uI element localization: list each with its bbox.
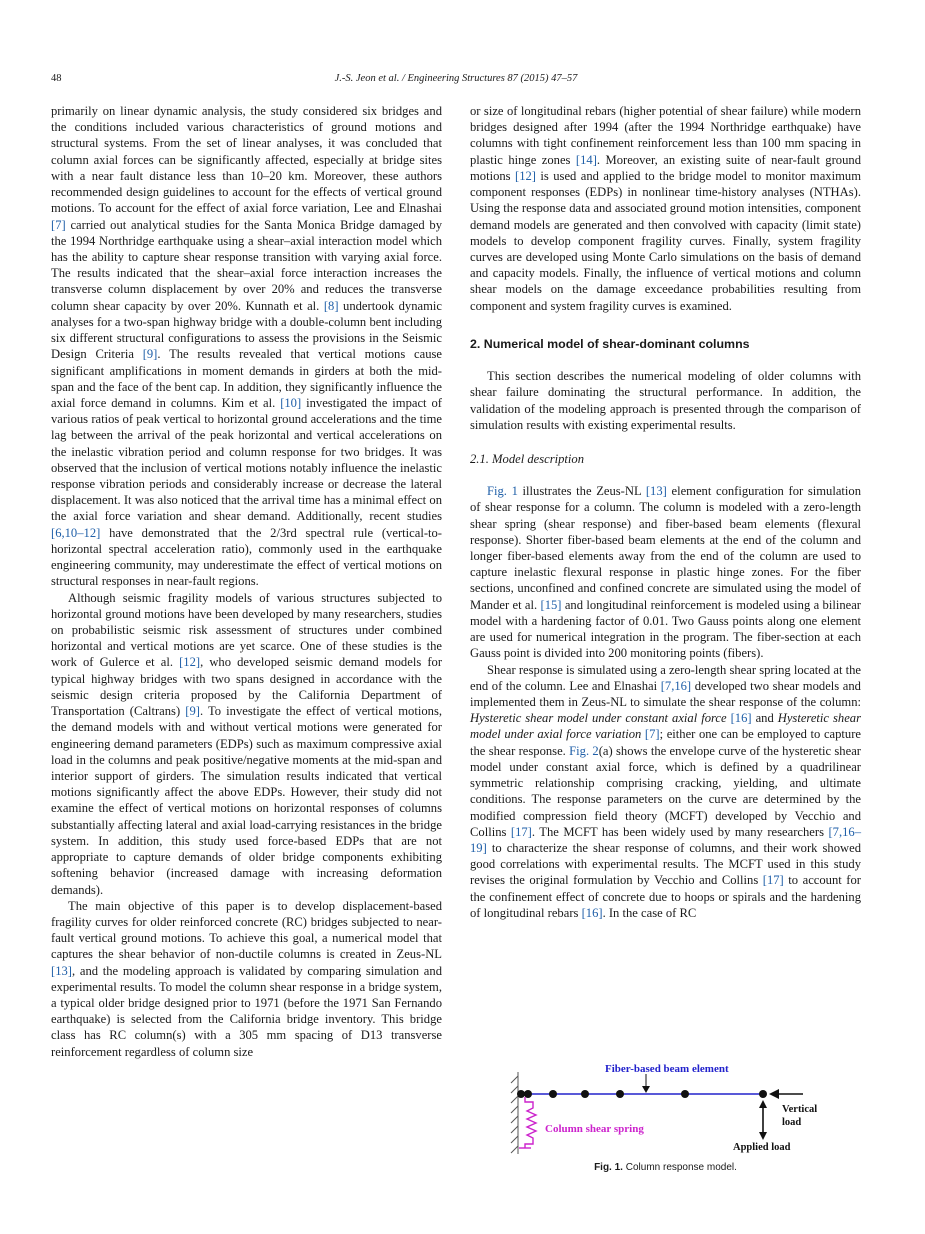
subsection-title: 2.1. Model description <box>470 451 585 466</box>
paragraph: Although seismic fragility models of various structures subjected to horizontal ground motions have been developed by many researchers, studies on probabilistic seismic risk assessment of structures under combined horizontal and vertical motions are yet scarce. One of these studies is the work of Gulerce et al. [12], who developed seismic demand models for typical highway bridges with two spans designed in accordance with the seismic design criteria proposed by the California Department of Transportation (Caltrans) [9]. To investigate the effect of vertical motions, the demand models with and without vertical motions were generated for engineering demand parameters (EDPs) such as maximum compressive axial load in the columns and peak positive/negative moments at the mid-span and interior support of girders. The simulation results indicated that vertical motions significantly affect the above EDPs. However, their study did not examine the effect of vertical motions on horizontal responses of columns substantially affecting lateral and axial load-carrying resistances in the bridge system. In addition, this study used force-based EDPs that are not appropriate to capture demands of older bridge components exhibiting softening behavior (increased damage with increasing deformation demands). <box>51 590 443 897</box>
citation-link[interactable]: [12] <box>179 655 201 670</box>
beam-node <box>524 1090 532 1098</box>
beam-node <box>759 1090 767 1098</box>
label-applied-load: Applied load <box>733 1142 791 1153</box>
page-number: 48 <box>51 73 62 84</box>
left-column <box>51 103 442 1060</box>
figure-diagram <box>505 1062 825 1162</box>
paragraph: This section describes the numerical modeling of older columns with shear failure dominating the structural performance. In addition, the validation of the modeling approach is presented through the comparison of simulation results with existing experimental results. <box>470 369 861 432</box>
citation-link[interactable]: [16] <box>730 711 752 726</box>
citation-link[interactable]: [17] <box>510 824 532 839</box>
citation-link[interactable]: [13] <box>51 963 72 978</box>
paragraph: The main objective of this paper is to develop displacement-based fragility curves for older reinforced concrete (RC) bridges subjected to near-fault vertical ground motions. To achieve this goal, a numerical model that captures the shear behavior of non-ductile columns is created in Zeus-NL [13], and the modeling approach is validated by comparing simulation and experimental results. To model the column shear response in a bridge system, a typical older bridge designed prior to 1971 (before the 1971 San Fernando earthquake) is selected from the California bridge inventory. This bridge class has RC column(s) with a 305 mm spacing of D13 transverse reinforcement regardless of column size <box>51 898 442 1059</box>
label-vertical-load-2: load <box>782 1117 802 1128</box>
citation-link[interactable]: [8] <box>323 298 339 313</box>
citation-link[interactable]: [7] <box>51 217 66 232</box>
citation-link[interactable]: [13] <box>645 484 667 499</box>
paragraph: or size of longitudinal rebars (higher potential of shear failure) while modern bridges designed after 1994 (after the 1994 Northridge earthquake) have columns with tight confinement reinforcement less than 100 mm spacing in plastic hinge zones [14]. Moreover, an existing suite of near-fault ground motions [12] is used and applied to the bridge model to monitor maximum component responses (EDPs) in nonlinear time-history analyses (NTHAs). Using the response data and associated ground motion intensities, component demand models are generated and then convolved with capacity (limit state) models to develop component fragility curves. Finally, system fragility curves are developed using Monte Carlo simulations on the basis of demand and capacity models. Finally, the influence of vertical motions and column shear models on the damage exceedance probabilities resulting from component and system fragility curves is examined. <box>470 104 861 313</box>
beam-node <box>549 1090 557 1098</box>
citation-link[interactable]: [12] <box>515 168 536 183</box>
figure-link[interactable]: Fig. 2 <box>569 743 599 758</box>
beam-node <box>581 1090 589 1098</box>
figure-caption: Fig. 1. Column response model. <box>594 1162 737 1173</box>
citation-link[interactable]: [7] <box>644 727 660 742</box>
beam-label-pointer <box>642 1074 650 1093</box>
applied-load-arrow <box>759 1100 767 1140</box>
citation-link[interactable]: [15] <box>540 597 562 612</box>
fixed-support-hatch <box>511 1072 518 1154</box>
paragraph: Fig. 1 illustrates the Zeus-NL [13] element configuration for simulation of shear response for a column. The column is modeled with a zero-length shear spring (shear response) and fiber-based beam elements (flexural response). Shorter fiber-based beam elements at the end of the column and longer fiber-based elements away from the end of the column are used to capture inelastic flexural response in plastic hinge zones. For the fiber sections, unconfined and confined concrete are simulated using the model of Mander et al. [15] and longitudinal reinforcement is modeled using a bilinear model with a hardening factor of 0.01. Two Gauss points along one element are used for numerical integration in the program. The fiber-section at each Gauss point is divided into 200 monitoring points (fibers). <box>470 484 861 661</box>
citation-link[interactable]: [7,16] <box>660 678 692 693</box>
citation-link[interactable]: [10] <box>280 395 302 410</box>
vertical-load-arrow <box>769 1089 803 1099</box>
beam-node <box>681 1090 689 1098</box>
figure-column-response-model <box>505 1062 825 1162</box>
beam-node <box>616 1090 624 1098</box>
citation-link[interactable]: [9] <box>185 704 200 719</box>
beam-node <box>517 1090 525 1098</box>
page-header <box>51 73 861 87</box>
citation-link[interactable]: [9] <box>142 347 158 362</box>
citation-link[interactable]: [14] <box>575 152 597 167</box>
section-title: 2. Numerical model of shear-dominant columns <box>470 336 750 351</box>
citation-link[interactable]: [7,16–19] <box>470 824 861 855</box>
citation-link[interactable]: [6,10–12] <box>51 525 101 540</box>
citation-link[interactable]: [17] <box>762 873 784 888</box>
shear-spring-icon <box>519 1097 536 1148</box>
paragraph: primarily on linear dynamic analysis, the study considered six bridges and the conditions included various characteristics of ground motions and structural systems. From the set of linear analyses, it was concluded that column axial forces can be significantly affected, especially at bridge sites with a near fault distance less than 10–20 km. Moreover, these authors recommended design guidelines to account for the effects of vertical ground motions. To account for the effect of axial force variation, Lee and Elnashai [7] carried out analytical studies for the Santa Monica Bridge damaged by the 1994 Northridge earthquake using a shear–axial interaction model which has the ability to capture shear response transition with varying axial force. The results indicated that the shear–axial force interaction increases the transverse column displacement by over 20% and reduces the transverse column shear capacity by over 20%. Kunnath et al. [8] undertook dynamic analyses for a two-span highway bridge with a double-column bent including six different structural configurations to assess the provisions in the Seismic Design Criteria [9]. The results revealed that vertical motions cause significant amplifications in moment demands in girders at both the mid-span and the face of the bent cap. In addition, they significantly influence the axial force demand in columns. Kim et al. [10] investigated the impact of various ratios of peak vertical to horizontal ground accelerations and the time lag between the arrival of the peak horizontal and vertical accelerations on the inelastic vibration period and column response for two bridges. It was observed that the inclusion of vertical motions notably influence the inelastic response vibration periods and considerably increase or decrease the lateral displacement. It was also noticed that the arrival time has a minimal effect on the axial force variation and shear demand. Additionally, recent studies [6,10–12] have demonstrated that the 2/3rd spectral rule (vertical-to-horizontal spectral acceleration ratio), commonly used in the earthquake engineering community, may underestimate the effect of vertical motions on structural responses in near-fault regions. <box>51 104 442 589</box>
label-vertical-load-1: Vertical <box>782 1104 818 1115</box>
paragraph: Shear response is simulated using a zero-length shear spring located at the end of the column. Lee and Elnashai [7,16] developed two shear models and implemented them in Zeus-NL to simulate the shear response of the column: Hysteretic shear model under constant axial force [16] and Hysteretic shear model under axial force variation [7]; either one can be employed to capture the shear response. Fig. 2(a) shows the envelope curve of the hysteretic shear model under constant axial force, which is defined by a quadrilinear symmetric relationship comprising cracking, yielding, and ultimate conditions. The response parameters on the curve are determined by the modified compression field theory (MCFT) developed by Vecchio and Collins [17]. The MCFT has been widely used by many researchers [7,16–19] to characterize the shear response of columns, and their work showed good correlations with experimental results. The MCFT used in this study revises the original formulation by Vecchio and Collins [17] to account for the confinement effect of concrete due to hoops or spirals and the hardening of longitudinal rebars [16]. In the case of RC <box>470 662 862 920</box>
label-column-shear-spring: Column shear spring <box>545 1123 644 1135</box>
right-column <box>470 103 861 921</box>
running-title: J.-S. Jeon et al. / Engineering Structures 87 (2015) 47–57 <box>334 73 578 84</box>
citation-link[interactable]: [16] <box>581 905 603 920</box>
figure-link[interactable]: Fig. 1 <box>487 484 518 499</box>
label-fiber-beam-element: Fiber-based beam element <box>605 1063 729 1075</box>
